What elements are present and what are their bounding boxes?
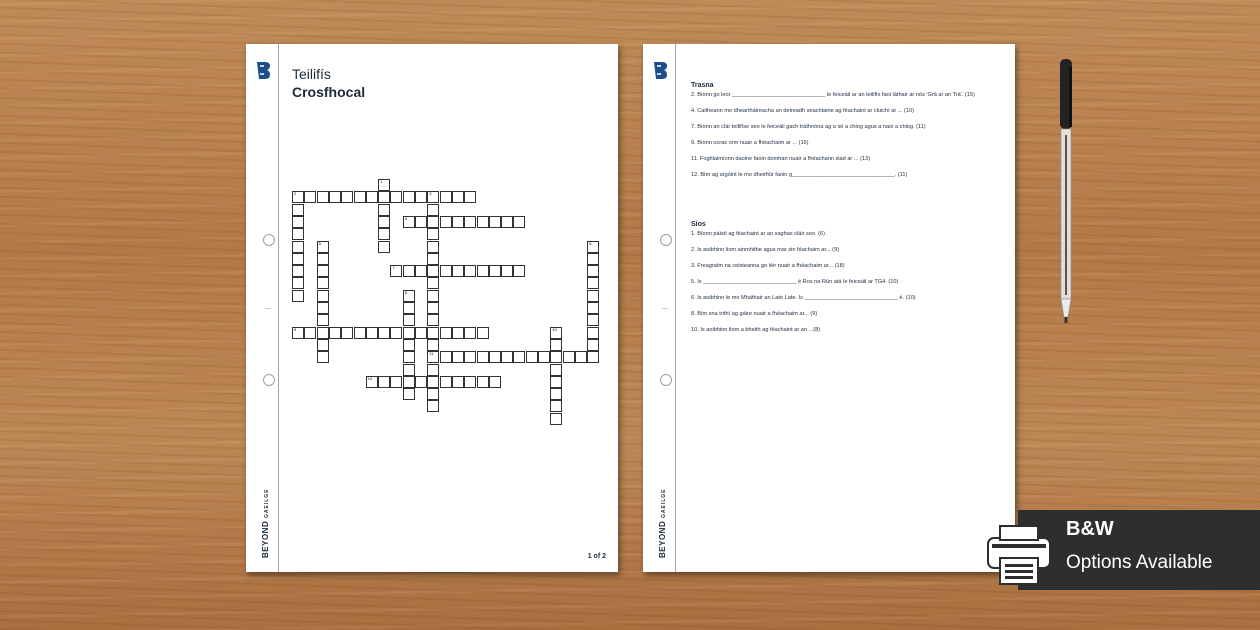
crossword-cell [464,327,476,339]
crossword-cell [550,400,562,412]
crossword-cell [440,265,452,277]
crossword-cell [440,376,452,388]
punch-hole [263,234,275,246]
crossword-cell [427,400,439,412]
crossword-cell [415,216,427,228]
crossword-cell [587,302,599,314]
crossword-cell [513,265,525,277]
down-clue: 1. Bíonn páistí ag féachaint ar an saghas cláir seo. (6) [691,231,826,237]
crossword-cell [427,216,439,228]
crossword-cell [538,351,550,363]
crossword-cell [292,241,304,253]
crossword-cell [354,191,366,203]
crossword-cell [477,265,489,277]
clue-number: 4 [404,215,407,221]
printer-icon [986,524,1052,586]
crossword-cell [378,241,390,253]
beyond-logo-icon [255,60,271,80]
crossword-cell [292,216,304,228]
crossword-cell [501,351,513,363]
crossword-cell [440,191,452,203]
crossword-cell [452,351,464,363]
crossword-cell [464,351,476,363]
crossword-cell [587,290,599,302]
crossword-cell [415,376,427,388]
down-clue: 5. Is ______________________________ é Ros na Rún atá le feiceáil ar TG4. (10) [691,279,899,285]
crossword-cell [489,216,501,228]
crossword-cell [403,314,415,326]
crossword-cell [427,388,439,400]
crossword-cell [587,327,599,339]
crossword-cell [452,191,464,203]
crossword-cell [513,351,525,363]
crossword-cell [366,191,378,203]
across-clue: 11. Foghlaimíonn daoine faoin domhan nuair a fhéachann siad ar ... (13) [691,156,871,162]
crossword-cell [427,364,439,376]
crossword-cell [501,265,513,277]
crossword-cell [440,351,452,363]
clue-number: 7 [392,265,395,271]
crossword-cell [440,216,452,228]
crossword-cell [317,327,329,339]
crossword-cell [452,265,464,277]
clue-number: 5 [318,240,321,246]
crossword-cell [550,327,562,339]
clue-number: 9 [294,326,297,332]
clue-number: 11 [429,351,434,357]
crossword-cell [427,265,439,277]
crossword-cell [427,228,439,240]
crossword-cell [464,265,476,277]
crossword-cell [378,204,390,216]
crossword-cell [415,327,427,339]
crossword-cell [587,253,599,265]
crossword-cell [427,277,439,289]
crossword-cell [550,376,562,388]
crossword-cell [403,216,415,228]
crossword-cell [403,302,415,314]
crossword-cell [550,351,562,363]
crossword-cell [427,302,439,314]
crossword-cell [403,339,415,351]
clue-number: 10 [552,326,557,332]
crossword-cell [440,327,452,339]
crossword-cell [587,351,599,363]
crossword-cell [317,339,329,351]
crossword-cell [292,191,304,203]
crossword-cell [317,191,329,203]
crossword-cell [378,179,390,191]
crossword-cell [452,216,464,228]
clue-number: 3 [429,191,432,197]
crossword-cell [292,204,304,216]
crossword-cell [415,265,427,277]
crossword-cell [477,327,489,339]
across-clue: 2. Bíonn go leor ______________________________ le feiceáil ar an teilifís faoi láthair ar nós 'Grá ar an Trá'. (15) [691,92,975,98]
margin-line [278,44,279,572]
crossword-cell [317,302,329,314]
across-clue: 12. Bím ag argóint le mo dheirfiúr faoin g_________________________________. (11) [691,172,908,178]
crossword-cell [587,314,599,326]
page-subtitle: Crosfhocal [292,84,366,100]
crossword-cell [427,339,439,351]
crossword-cell [354,327,366,339]
crossword-cell [366,376,378,388]
crossword-cell [587,339,599,351]
crossword-cell [550,339,562,351]
crossword-cell [427,191,439,203]
crossword-cell [304,327,316,339]
page-number: 1 of 2 [587,553,606,560]
down-clue: 8. Bím sna trithí ag gáire nuair a fhéachaim ar... (9) [691,311,818,317]
crossword-cell [477,376,489,388]
crossword-cell [477,351,489,363]
fold-mark [265,308,271,309]
crossword-cell [464,216,476,228]
crossword-cell [427,253,439,265]
crossword-cell [390,376,402,388]
punch-hole [660,374,672,386]
punch-hole [263,374,275,386]
crossword-cell [563,351,575,363]
crossword-cell [317,277,329,289]
crossword-cell [477,216,489,228]
crossword-cell [329,191,341,203]
crossword-cell [575,351,587,363]
crossword-cell [427,290,439,302]
crossword-cell [526,351,538,363]
crossword-cell [403,351,415,363]
crossword-cell [378,191,390,203]
crossword-cell [317,290,329,302]
clue-number: 2 [294,191,297,197]
crossword-cell [378,376,390,388]
badge-subtitle: Options Available [1066,552,1213,573]
crossword-cell [489,351,501,363]
crossword-cell [403,290,415,302]
crossword-cell [550,388,562,400]
crossword-cell [403,364,415,376]
crossword-cell [464,191,476,203]
beyond-logo-icon [652,60,668,80]
crossword-cell [366,327,378,339]
bw-options-badge [1018,510,1260,590]
badge-title: B&W [1066,518,1114,540]
crossword-cell [317,351,329,363]
crossword-cell [341,327,353,339]
punch-hole [660,234,672,246]
crossword-cell [403,191,415,203]
page-title: Teilifís [292,66,331,82]
clue-number: 12 [367,375,373,381]
across-clue: 4. Caitheann mo dheartháireacha an deireadh seachtaine ag féachaint ar cluichí ar ... (10) [691,108,914,114]
across-heading: Trasna [691,82,714,89]
crossword-cell [427,327,439,339]
crossword-cell [317,241,329,253]
crossword-cell [317,253,329,265]
crossword-cell [403,265,415,277]
crossword-cell [513,216,525,228]
across-clue: 9. Bíonn ocras orm nuair a fhéachaim ar ... (16) [691,140,809,146]
fold-mark [662,308,668,309]
brand-label: BEYOND GAEILGE [261,488,270,558]
crossword-cell [550,413,562,425]
clue-list [691,82,1001,343]
down-clue: 6. Is aoibhinn le mo Mháthair an Late Late. Is ______________________________ é. (10) [691,295,916,301]
crossword-cell [403,388,415,400]
crossword-cell [464,376,476,388]
crossword-cell [427,241,439,253]
crossword-cell [489,265,501,277]
margin-line [675,44,676,572]
crossword-cell [489,376,501,388]
brand-label: BEYOND GAEILGE [658,488,667,558]
crossword-cell [329,327,341,339]
crossword-cell [378,216,390,228]
crossword-cell [390,327,402,339]
crossword-cell [317,265,329,277]
crossword-cell [501,216,513,228]
crossword-cell [292,265,304,277]
down-heading: Síos [691,221,706,228]
crossword-cell [390,265,402,277]
crossword-cell [292,290,304,302]
worksheet-page-2 [643,44,1015,572]
worksheet-page-1 [246,44,618,572]
down-clue: 10. Is aoibhinn liom a bheith ag féachaint ar an ...(8) [691,327,821,333]
down-clue: 3. Freagraím na ceisteanna go léir nuair a fhéachaim ar... (18) [691,263,845,269]
crossword-cell [403,376,415,388]
crossword-cell [292,253,304,265]
crossword-cell [292,228,304,240]
crossword-cell [587,241,599,253]
crossword-cell [587,265,599,277]
crossword-cell [292,277,304,289]
crossword-cell [550,364,562,376]
crossword-cell [292,327,304,339]
crossword-cell [378,327,390,339]
crossword-cell [452,327,464,339]
crossword-cell [427,204,439,216]
crossword-cell [587,277,599,289]
crossword-cell [304,191,316,203]
crossword-cell [427,314,439,326]
down-clue: 2. Is aoibhinn liom ainmhithe agus mar sin féachaim ar... (9) [691,247,839,253]
crossword-cell [452,376,464,388]
crossword-cell [403,327,415,339]
clue-number: 8 [404,289,407,295]
crossword-cell [415,191,427,203]
pen-icon [1054,55,1078,327]
crossword-cell [317,314,329,326]
crossword-cell [427,351,439,363]
clue-number: 1 [380,179,383,184]
crossword-cell [341,191,353,203]
crossword-cell [390,191,402,203]
clue-number: 6 [589,240,592,246]
crossword-cell [427,376,439,388]
across-clue: 7. Bíonn an clár teilifíse seo le feiceáil gach tráthnóna ag a sé a chlog agus a naoi a chlog. (11) [691,124,926,130]
crossword-cell [378,228,390,240]
